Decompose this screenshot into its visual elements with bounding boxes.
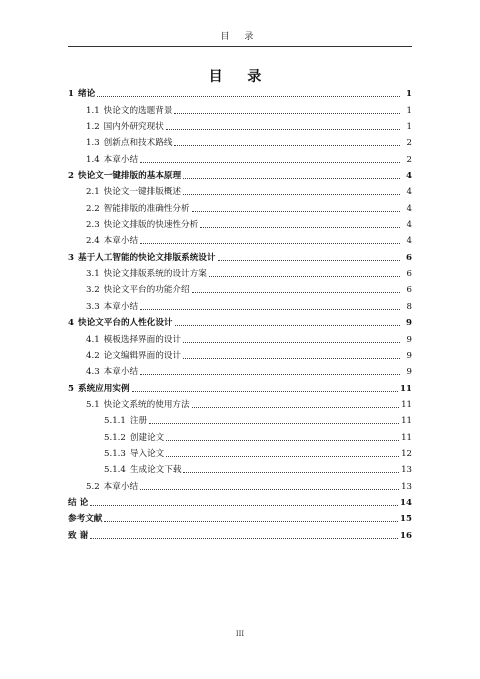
toc-entry[interactable] xyxy=(68,133,412,149)
toc-entry-number: 5.1.4 xyxy=(104,465,126,476)
page-number: III xyxy=(235,630,245,638)
toc-entry[interactable] xyxy=(68,313,412,329)
toc-entry-number: 2 xyxy=(68,171,74,182)
toc-entry-title: 创建论文 xyxy=(129,432,165,443)
toc-entry-title: 致 谢 xyxy=(68,530,89,541)
toc-entry-title: 国内外研究现状 xyxy=(103,122,164,133)
toc-entry-page: 4 xyxy=(406,203,412,214)
toc-dot-leader xyxy=(166,440,399,441)
toc-entry-page: 9 xyxy=(406,334,412,345)
toc-dot-leader xyxy=(90,538,398,539)
toc-entry-title: 论文编辑界面的设计 xyxy=(103,350,182,361)
toc-entry-number: 2.1 xyxy=(86,187,100,198)
toc-dot-leader xyxy=(149,423,399,424)
toc-entry-page: 4 xyxy=(406,171,412,182)
toc-dot-leader xyxy=(140,243,400,244)
toc-entry-number: 3 xyxy=(68,252,74,263)
toc-entry-page: 9 xyxy=(406,318,412,329)
table-of-contents xyxy=(68,84,412,542)
toc-dot-leader xyxy=(218,260,401,261)
toc-entry-page: 2 xyxy=(406,138,412,149)
toc-entry-title: 快论文一键排版概述 xyxy=(103,187,182,198)
toc-entry[interactable] xyxy=(68,378,412,394)
toc-dot-leader xyxy=(209,276,400,277)
toc-entry-title: 注册 xyxy=(129,416,148,427)
toc-entry-title: 本章小结 xyxy=(103,367,139,378)
toc-dot-leader xyxy=(192,407,399,408)
toc-entry-title: 快论文平台的人性化设计 xyxy=(77,318,173,329)
toc-entry-page: 8 xyxy=(406,301,412,312)
toc-entry-page: 6 xyxy=(406,269,412,280)
toc-entry-title: 快论文的选题背景 xyxy=(103,105,173,116)
toc-entry-page: 9 xyxy=(406,350,412,361)
toc-entry[interactable] xyxy=(68,346,412,362)
toc-entry-number: 2.3 xyxy=(86,220,100,231)
toc-dot-leader xyxy=(192,211,400,212)
toc-dot-leader xyxy=(192,292,400,293)
toc-entry-page: 15 xyxy=(400,514,412,525)
toc-entry[interactable] xyxy=(68,100,412,116)
toc-entry[interactable] xyxy=(68,362,412,378)
toc-dot-leader xyxy=(97,96,400,97)
toc-entry[interactable] xyxy=(68,166,412,182)
toc-dot-leader xyxy=(175,325,400,326)
toc-entry-number: 4.1 xyxy=(86,334,100,345)
toc-entry-number: 5.1.2 xyxy=(104,432,126,443)
toc-entry-page: 4 xyxy=(406,220,412,231)
toc-entry[interactable] xyxy=(68,395,412,411)
toc-entry-page: 1 xyxy=(406,105,412,116)
toc-entry-number: 4 xyxy=(68,318,74,329)
toc-entry-number: 2.4 xyxy=(86,236,100,247)
toc-entry-page: 11 xyxy=(400,383,412,394)
toc-entry-title: 快论文一键排版的基本原理 xyxy=(77,171,182,182)
toc-entry[interactable] xyxy=(68,296,412,312)
toc-entry-title: 模板选择界面的设计 xyxy=(103,334,182,345)
toc-entry-page: 1 xyxy=(406,89,412,100)
toc-entry-title: 本章小结 xyxy=(103,481,139,492)
toc-entry[interactable] xyxy=(68,84,412,100)
toc-entry-page: 4 xyxy=(406,187,412,198)
toc-entry-page: 9 xyxy=(406,367,412,378)
toc-entry[interactable] xyxy=(68,427,412,443)
toc-entry-page: 4 xyxy=(406,236,412,247)
toc-entry[interactable] xyxy=(68,476,412,492)
toc-entry[interactable] xyxy=(68,117,412,133)
toc-dot-leader xyxy=(104,521,398,522)
toc-entry[interactable] xyxy=(68,182,412,198)
toc-entry-title: 快论文平台的功能介绍 xyxy=(103,285,190,296)
toc-entry-number: 3.2 xyxy=(86,285,100,296)
toc-entry[interactable] xyxy=(68,444,412,460)
toc-entry-title: 导入论文 xyxy=(129,448,165,459)
toc-entry[interactable] xyxy=(68,460,412,476)
toc-entry[interactable] xyxy=(68,215,412,231)
toc-entry-title: 结 论 xyxy=(68,497,89,508)
toc-dot-leader xyxy=(200,227,400,228)
toc-entry-page: 14 xyxy=(400,497,412,508)
toc-dot-leader xyxy=(183,178,400,179)
toc-entry-page: 13 xyxy=(401,481,412,492)
toc-entry-number: 3.3 xyxy=(86,301,100,312)
toc-entry[interactable] xyxy=(68,149,412,165)
toc-entry-number: 4.3 xyxy=(86,367,100,378)
toc-entry-page: 6 xyxy=(406,252,412,263)
toc-entry[interactable] xyxy=(68,525,412,541)
toc-entry-title: 本章小结 xyxy=(103,301,139,312)
toc-entry-title: 创新点和技术路线 xyxy=(103,138,173,149)
toc-entry-title: 快论文系统的使用方法 xyxy=(103,399,190,410)
toc-entry-number: 2.2 xyxy=(86,203,100,214)
toc-entry-number: 5.1.3 xyxy=(104,448,126,459)
toc-entry-page: 16 xyxy=(400,530,412,541)
toc-entry-number: 1.3 xyxy=(86,138,100,149)
toc-entry-number: 1 xyxy=(68,89,74,100)
toc-dot-leader xyxy=(183,358,400,359)
toc-entry[interactable] xyxy=(68,509,412,525)
toc-entry-page: 13 xyxy=(401,465,412,476)
toc-entry-number: 3.1 xyxy=(86,269,100,280)
toc-dot-leader xyxy=(166,456,399,457)
toc-entry-page: 11 xyxy=(401,399,412,410)
toc-entry-title: 本章小结 xyxy=(103,236,139,247)
toc-entry-number: 1.2 xyxy=(86,122,100,133)
toc-entry-number: 4.2 xyxy=(86,350,100,361)
toc-dot-leader xyxy=(132,391,398,392)
toc-entry-title: 基于人工智能的快论文排版系统设计 xyxy=(77,252,216,263)
toc-dot-leader xyxy=(183,472,399,473)
toc-entry-title: 本章小结 xyxy=(103,154,139,165)
toc-entry[interactable] xyxy=(68,231,412,247)
toc-entry-page: 11 xyxy=(401,432,412,443)
toc-entry[interactable] xyxy=(68,198,412,214)
toc-dot-leader xyxy=(174,113,400,114)
toc-entry-page: 6 xyxy=(406,285,412,296)
toc-entry[interactable] xyxy=(68,493,412,509)
toc-entry-title: 参考文献 xyxy=(68,514,103,525)
toc-dot-leader xyxy=(183,194,400,195)
toc-dot-leader xyxy=(174,145,400,146)
toc-entry[interactable] xyxy=(68,411,412,427)
toc-dot-leader xyxy=(140,374,400,375)
toc-entry-number: 5 xyxy=(68,383,74,394)
toc-entry-title: 快论文排版的快速性分析 xyxy=(103,220,199,231)
toc-dot-leader xyxy=(140,162,400,163)
toc-entry-number: 5.2 xyxy=(86,481,100,492)
toc-entry-title: 智能排版的准确性分析 xyxy=(103,203,190,214)
toc-entry-number: 5.1 xyxy=(86,399,100,410)
toc-entry-page: 12 xyxy=(401,448,412,459)
toc-entry-title: 快论文排版系统的设计方案 xyxy=(103,269,207,280)
toc-entry[interactable] xyxy=(68,280,412,296)
toc-entry-number: 1.4 xyxy=(86,154,100,165)
toc-entry-title: 系统应用实例 xyxy=(77,383,130,394)
toc-dot-leader xyxy=(140,489,399,490)
toc-entry-number: 5.1.1 xyxy=(104,416,126,427)
toc-entry[interactable] xyxy=(68,264,412,280)
toc-dot-leader xyxy=(166,129,400,130)
toc-entry-title: 绪论 xyxy=(77,89,96,100)
toc-entry-number: 1.1 xyxy=(86,105,100,116)
toc-dot-leader xyxy=(183,342,400,343)
running-header xyxy=(68,30,412,47)
toc-entry[interactable] xyxy=(68,247,412,263)
page-title: 目 录 xyxy=(208,69,272,85)
toc-entry-page: 1 xyxy=(406,122,412,133)
toc-entry-page: 2 xyxy=(406,154,412,165)
toc-entry-title: 生成论文下载 xyxy=(129,465,182,476)
running-header-title: 目 录 xyxy=(220,32,260,42)
toc-entry-page: 11 xyxy=(401,416,412,427)
toc-entry[interactable] xyxy=(68,329,412,345)
toc-dot-leader xyxy=(140,309,400,310)
toc-dot-leader xyxy=(90,505,398,506)
